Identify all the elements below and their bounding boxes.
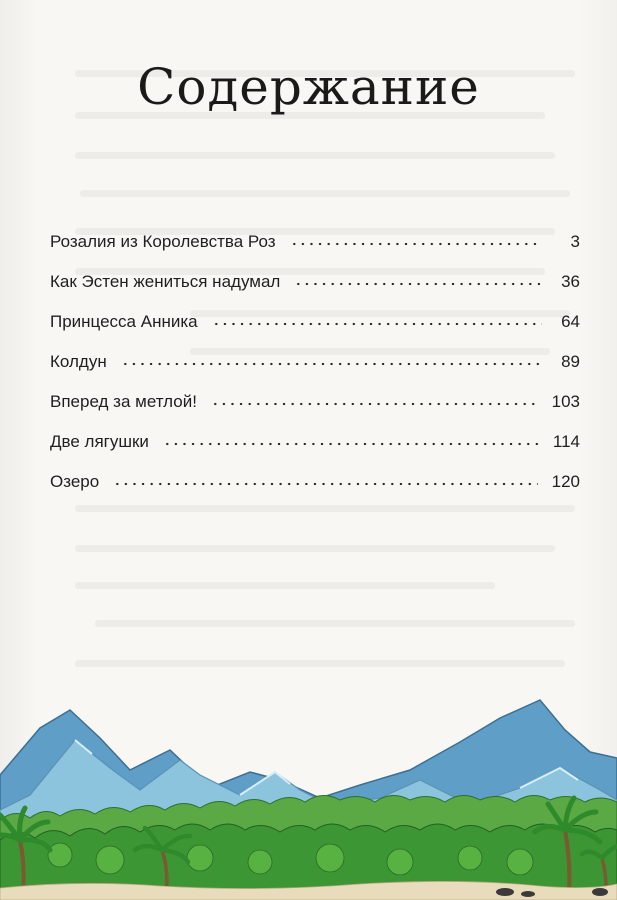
toc-entry-title: Колдун [50, 352, 107, 371]
toc-entry [50, 312, 580, 352]
toc-entry-title: Озеро [50, 472, 100, 491]
toc-entry-page: 64 [561, 312, 580, 331]
toc-entry-title: Вперед за метлой! [50, 392, 197, 411]
toc-entry-title: Розалия из Королевства Роз [50, 232, 276, 251]
page-title: Содержание [137, 58, 480, 116]
toc-entry [50, 352, 580, 392]
toc-entry-page: 114 [552, 432, 580, 451]
toc-leader-dots [211, 402, 538, 406]
table-of-contents [50, 232, 580, 512]
toc-entry-page: 36 [561, 272, 580, 291]
toc-entry [50, 272, 580, 312]
toc-leader-dots [294, 282, 542, 286]
toc-entry-title: Две лягушки [50, 432, 149, 451]
toc-entry [50, 232, 580, 272]
toc-leader-dots [113, 482, 537, 486]
toc-entry-page: 3 [570, 232, 580, 251]
toc-entry-page: 89 [561, 352, 580, 371]
toc-entry [50, 432, 580, 472]
toc-leader-dots [163, 442, 539, 446]
toc-entry [50, 392, 580, 432]
toc-entry-title: Как Эстен жениться надумал [50, 272, 281, 291]
toc-entry-page: 103 [551, 392, 580, 411]
mountain-landscape-illustration [0, 680, 617, 900]
toc-leader-dots [212, 322, 542, 326]
toc-leader-dots [121, 362, 542, 366]
toc-leader-dots [290, 242, 542, 246]
toc-entry-title: Принцесса Анника [50, 312, 198, 331]
toc-entry-page: 120 [551, 472, 580, 491]
toc-entry [50, 472, 580, 512]
